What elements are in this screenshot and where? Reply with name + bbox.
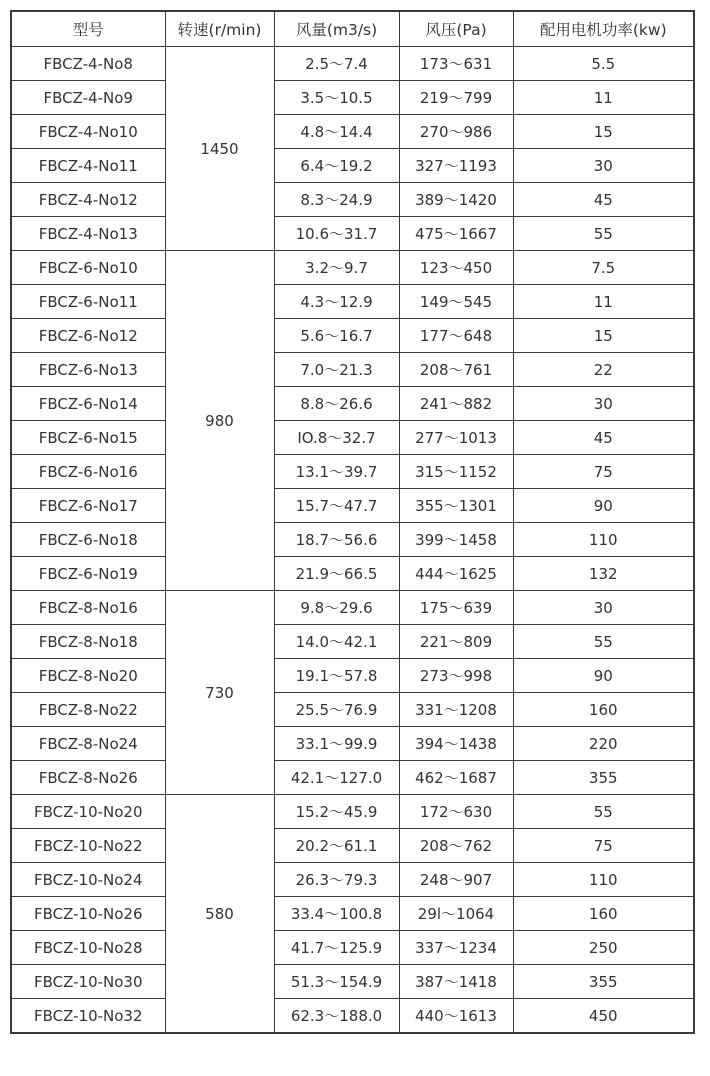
model-cell: FBCZ-10-No30	[11, 965, 165, 999]
motor-power-cell: 30	[513, 591, 694, 625]
airflow-cell: 19.1～57.8	[274, 659, 399, 693]
table-row	[11, 421, 694, 455]
motor-power-cell: 45	[513, 183, 694, 217]
table-row	[11, 47, 694, 81]
model-cell: FBCZ-4-No13	[11, 217, 165, 251]
pressure-cell: 29l～1064	[399, 897, 513, 931]
pressure-cell: 389～1420	[399, 183, 513, 217]
table-row	[11, 387, 694, 421]
airflow-cell: 14.0～42.1	[274, 625, 399, 659]
pressure-cell: 394～1438	[399, 727, 513, 761]
model-cell: FBCZ-10-No20	[11, 795, 165, 829]
motor-power-cell: 75	[513, 829, 694, 863]
motor-power-cell: 5.5	[513, 47, 694, 81]
airflow-cell: 20.2～61.1	[274, 829, 399, 863]
pressure-cell: 208～762	[399, 829, 513, 863]
airflow-cell: 33.4～100.8	[274, 897, 399, 931]
model-cell: FBCZ-6-No10	[11, 251, 165, 285]
pressure-cell: 221～809	[399, 625, 513, 659]
table-row	[11, 795, 694, 829]
airflow-cell: 42.1～127.0	[274, 761, 399, 795]
pressure-cell: 399～1458	[399, 523, 513, 557]
motor-power-cell: 15	[513, 115, 694, 149]
table-row	[11, 217, 694, 251]
model-cell: FBCZ-4-No10	[11, 115, 165, 149]
pressure-cell: 270～986	[399, 115, 513, 149]
motor-power-cell: 250	[513, 931, 694, 965]
table-row	[11, 693, 694, 727]
motor-power-cell: 55	[513, 217, 694, 251]
table-row	[11, 489, 694, 523]
motor-power-cell: 110	[513, 523, 694, 557]
airflow-cell: 21.9～66.5	[274, 557, 399, 591]
model-cell: FBCZ-6-No11	[11, 285, 165, 319]
pressure-cell: 440～1613	[399, 999, 513, 1034]
table-row	[11, 455, 694, 489]
table-row	[11, 625, 694, 659]
airflow-cell: 2.5～7.4	[274, 47, 399, 81]
model-cell: FBCZ-8-No20	[11, 659, 165, 693]
table-row	[11, 761, 694, 795]
model-cell: FBCZ-10-No28	[11, 931, 165, 965]
pressure-cell: 173～631	[399, 47, 513, 81]
table-row	[11, 999, 694, 1034]
fan-spec-table	[10, 10, 695, 1034]
speed-cell: 730	[165, 591, 274, 795]
motor-power-cell: 90	[513, 659, 694, 693]
airflow-cell: 26.3～79.3	[274, 863, 399, 897]
pressure-cell: 241～882	[399, 387, 513, 421]
speed-cell: 580	[165, 795, 274, 1034]
airflow-cell: 62.3～188.0	[274, 999, 399, 1034]
model-cell: FBCZ-6-No18	[11, 523, 165, 557]
model-cell: FBCZ-8-No26	[11, 761, 165, 795]
pressure-cell: 208～761	[399, 353, 513, 387]
pressure-cell: 277～1013	[399, 421, 513, 455]
airflow-cell: 10.6～31.7	[274, 217, 399, 251]
airflow-cell: 15.2～45.9	[274, 795, 399, 829]
airflow-cell: 8.3～24.9	[274, 183, 399, 217]
pressure-cell: 123～450	[399, 251, 513, 285]
motor-power-cell: 355	[513, 965, 694, 999]
motor-power-cell: 132	[513, 557, 694, 591]
header-airflow: 风量(m3/s)	[274, 11, 399, 47]
header-model: 型号	[11, 11, 165, 47]
motor-power-cell: 75	[513, 455, 694, 489]
airflow-cell: 15.7～47.7	[274, 489, 399, 523]
table-row	[11, 353, 694, 387]
pressure-cell: 337～1234	[399, 931, 513, 965]
motor-power-cell: 11	[513, 81, 694, 115]
table-body	[11, 47, 694, 1034]
model-cell: FBCZ-4-No9	[11, 81, 165, 115]
pressure-cell: 475～1667	[399, 217, 513, 251]
model-cell: FBCZ-8-No16	[11, 591, 165, 625]
model-cell: FBCZ-10-No22	[11, 829, 165, 863]
table-row	[11, 897, 694, 931]
motor-power-cell: 30	[513, 387, 694, 421]
motor-power-cell: 30	[513, 149, 694, 183]
pressure-cell: 462～1687	[399, 761, 513, 795]
airflow-cell: 9.8～29.6	[274, 591, 399, 625]
model-cell: FBCZ-6-No17	[11, 489, 165, 523]
model-cell: FBCZ-10-No24	[11, 863, 165, 897]
pressure-cell: 327～1193	[399, 149, 513, 183]
airflow-cell: 18.7～56.6	[274, 523, 399, 557]
table-row	[11, 931, 694, 965]
pressure-cell: 177～648	[399, 319, 513, 353]
airflow-cell: 3.2～9.7	[274, 251, 399, 285]
airflow-cell: 25.5～76.9	[274, 693, 399, 727]
motor-power-cell: 55	[513, 625, 694, 659]
motor-power-cell: 11	[513, 285, 694, 319]
model-cell: FBCZ-8-No24	[11, 727, 165, 761]
model-cell: FBCZ-6-No12	[11, 319, 165, 353]
airflow-cell: 41.7～125.9	[274, 931, 399, 965]
airflow-cell: 51.3～154.9	[274, 965, 399, 999]
model-cell: FBCZ-4-No11	[11, 149, 165, 183]
motor-power-cell: 160	[513, 693, 694, 727]
table-row	[11, 727, 694, 761]
pressure-cell: 172～630	[399, 795, 513, 829]
pressure-cell: 387～1418	[399, 965, 513, 999]
model-cell: FBCZ-4-No12	[11, 183, 165, 217]
airflow-cell: 7.0～21.3	[274, 353, 399, 387]
table-row	[11, 115, 694, 149]
model-cell: FBCZ-6-No13	[11, 353, 165, 387]
table-row	[11, 965, 694, 999]
pressure-cell: 219～799	[399, 81, 513, 115]
table-row	[11, 591, 694, 625]
airflow-cell: 4.3～12.9	[274, 285, 399, 319]
model-cell: FBCZ-10-No32	[11, 999, 165, 1034]
pressure-cell: 248～907	[399, 863, 513, 897]
table-row	[11, 523, 694, 557]
motor-power-cell: 355	[513, 761, 694, 795]
table-row	[11, 183, 694, 217]
header-speed: 转速(r/min)	[165, 11, 274, 47]
pressure-cell: 355～1301	[399, 489, 513, 523]
pressure-cell: 149～545	[399, 285, 513, 319]
table-row	[11, 149, 694, 183]
table-row	[11, 829, 694, 863]
model-cell: FBCZ-6-No16	[11, 455, 165, 489]
airflow-cell: 8.8～26.6	[274, 387, 399, 421]
model-cell: FBCZ-6-No15	[11, 421, 165, 455]
speed-cell: 1450	[165, 47, 274, 251]
table-row	[11, 285, 694, 319]
airflow-cell: 6.4～19.2	[274, 149, 399, 183]
pressure-cell: 175～639	[399, 591, 513, 625]
airflow-cell: 33.1～99.9	[274, 727, 399, 761]
table-row	[11, 659, 694, 693]
airflow-cell: 5.6～16.7	[274, 319, 399, 353]
airflow-cell: 13.1～39.7	[274, 455, 399, 489]
motor-power-cell: 55	[513, 795, 694, 829]
header-pressure: 风压(Pa)	[399, 11, 513, 47]
motor-power-cell: 7.5	[513, 251, 694, 285]
motor-power-cell: 45	[513, 421, 694, 455]
header-motor-power: 配用电机功率(kw)	[513, 11, 694, 47]
motor-power-cell: 110	[513, 863, 694, 897]
pressure-cell: 444～1625	[399, 557, 513, 591]
pressure-cell: 315～1152	[399, 455, 513, 489]
table-header	[11, 11, 694, 47]
motor-power-cell: 160	[513, 897, 694, 931]
motor-power-cell: 15	[513, 319, 694, 353]
header-row	[11, 11, 694, 47]
model-cell: FBCZ-4-No8	[11, 47, 165, 81]
model-cell: FBCZ-10-No26	[11, 897, 165, 931]
model-cell: FBCZ-6-No14	[11, 387, 165, 421]
airflow-cell: 3.5～10.5	[274, 81, 399, 115]
table-row	[11, 863, 694, 897]
motor-power-cell: 22	[513, 353, 694, 387]
table-row	[11, 81, 694, 115]
motor-power-cell: 220	[513, 727, 694, 761]
motor-power-cell: 90	[513, 489, 694, 523]
model-cell: FBCZ-8-No18	[11, 625, 165, 659]
airflow-cell: IO.8～32.7	[274, 421, 399, 455]
table-row	[11, 251, 694, 285]
pressure-cell: 273～998	[399, 659, 513, 693]
table-row	[11, 557, 694, 591]
pressure-cell: 331～1208	[399, 693, 513, 727]
model-cell: FBCZ-8-No22	[11, 693, 165, 727]
speed-cell: 980	[165, 251, 274, 591]
model-cell: FBCZ-6-No19	[11, 557, 165, 591]
airflow-cell: 4.8～14.4	[274, 115, 399, 149]
motor-power-cell: 450	[513, 999, 694, 1034]
table-row	[11, 319, 694, 353]
